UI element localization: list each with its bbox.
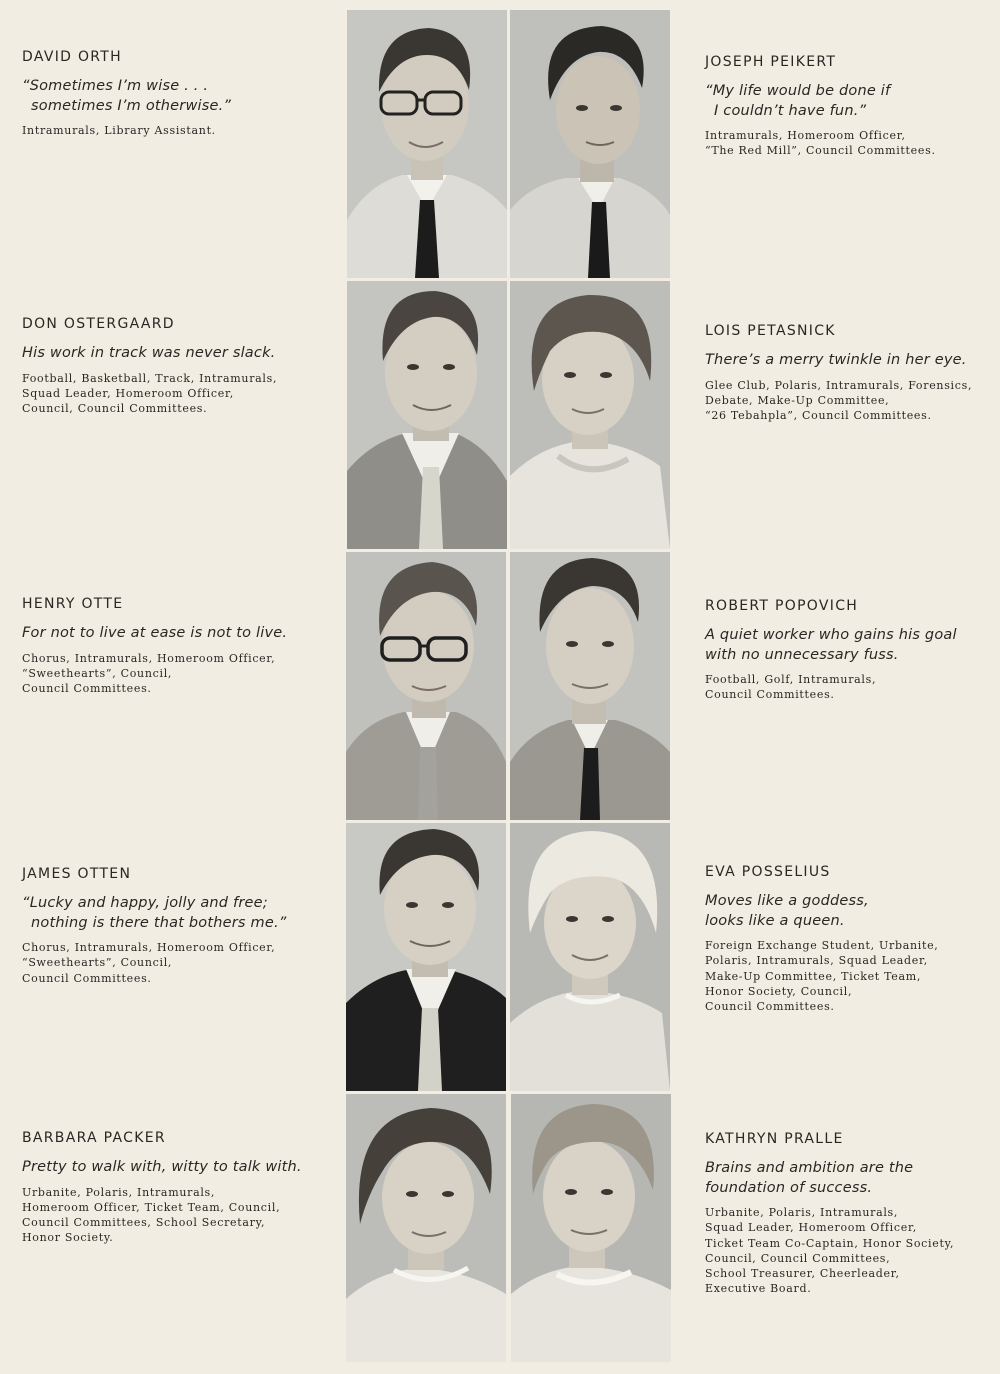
activities-line: “Sweethearts”, Council, <box>22 666 173 680</box>
senior-quote <box>22 624 322 644</box>
portrait-male <box>510 552 670 820</box>
senior-entry <box>705 323 995 423</box>
senior-quote <box>705 82 995 121</box>
portrait-photo <box>511 1094 671 1362</box>
portrait-photo <box>510 552 670 820</box>
portrait-male-glasses <box>347 10 507 278</box>
activities-line: Urbanite, Polaris, Intramurals, <box>22 1185 216 1199</box>
portrait-photo <box>346 823 506 1091</box>
quote-line: I couldn’t have fun.” <box>714 102 867 119</box>
activities-line: Football, Golf, Intramurals, <box>705 673 877 686</box>
senior-entry <box>705 1131 995 1297</box>
senior-entry <box>22 316 322 416</box>
activities-line: Polaris, Intramurals, Squad Leader, <box>705 954 928 968</box>
quote-line: “Lucky and happy, jolly and free; <box>22 895 268 911</box>
portrait-photo <box>510 281 670 549</box>
activities-line: School Treasurer, Cheerleader, <box>705 1267 900 1281</box>
quote-line: Moves like a goddess, <box>705 893 869 909</box>
activities-line: Executive Board. <box>705 1282 812 1296</box>
activities-list <box>705 378 995 424</box>
senior-entry <box>22 596 322 696</box>
portrait-photo <box>346 552 506 820</box>
senior-entry <box>705 598 995 703</box>
senior-entry <box>22 1130 322 1246</box>
portrait-photo <box>510 10 670 278</box>
activities-line: Council Committees. <box>705 688 835 702</box>
activities-line: Council Committees. <box>22 682 152 696</box>
activities-line: Intramurals, Homeroom Officer, <box>705 129 906 142</box>
student-name: JAMES OTTEN <box>22 866 132 882</box>
quote-line: His work in track was never slack. <box>22 345 276 361</box>
portrait-photo <box>347 10 507 278</box>
portrait-photo <box>510 823 670 1091</box>
activities-line: Honor Society. <box>22 1231 114 1245</box>
activities-line: Squad Leader, Homeroom Officer, <box>22 386 234 400</box>
portrait-female <box>511 1094 671 1362</box>
activities-line: Council Committees. <box>22 971 152 985</box>
activities-line: Urbanite, Polaris, Intramurals, <box>705 1206 899 1219</box>
activities-line: Honor Society, Council, <box>705 984 853 998</box>
student-name: DAVID ORTH <box>22 49 122 65</box>
activities-line: Council Committees. <box>705 1000 835 1014</box>
activities-line: Chorus, Intramurals, Homeroom Officer, <box>22 941 276 954</box>
activities-line: Ticket Team Co-Captain, Honor Society, <box>705 1236 955 1250</box>
quote-line: Pretty to walk with, witty to talk with. <box>22 1159 302 1175</box>
activities-line: “The Red Mill”, Council Committees. <box>705 144 936 158</box>
senior-quote <box>705 892 995 931</box>
quote-line: sometimes I’m otherwise.” <box>31 97 232 114</box>
quote-line: A quiet worker who gains his goal <box>705 627 957 643</box>
activities-list <box>22 1185 322 1246</box>
student-name: JOSEPH PEIKERT <box>705 54 837 70</box>
activities-list <box>705 938 995 1014</box>
portrait-male <box>510 10 670 278</box>
senior-entry <box>22 866 322 986</box>
senior-quote <box>22 1158 322 1178</box>
activities-list <box>22 940 322 986</box>
portrait-male <box>346 823 506 1091</box>
activities-line: Council Committees, School Secretary, <box>22 1216 266 1230</box>
senior-quote <box>22 344 322 364</box>
portrait-female <box>510 823 670 1091</box>
activities-list <box>705 128 995 159</box>
activities-line: Council, Council Committees. <box>22 402 208 416</box>
senior-entry <box>705 864 995 1014</box>
senior-quote <box>705 626 995 665</box>
activities-line: Football, Basketball, Track, Intramurals, <box>22 371 278 385</box>
portrait-photo <box>347 281 507 549</box>
portrait-female <box>346 1094 506 1362</box>
senior-quote <box>22 77 322 116</box>
senior-quote <box>22 894 322 933</box>
activities-line: Debate, Make-Up Committee, <box>705 393 890 407</box>
activities-list <box>22 371 322 417</box>
student-name: DON OSTERGAARD <box>22 316 175 332</box>
senior-quote <box>705 1159 995 1198</box>
senior-entry <box>22 49 322 138</box>
student-name: HENRY OTTE <box>22 596 124 612</box>
quote-line: looks like a queen. <box>705 912 845 929</box>
quote-line: with no unnecessary fuss. <box>705 646 899 663</box>
activities-line: Squad Leader, Homeroom Officer, <box>705 1221 917 1235</box>
portrait-male <box>347 281 507 549</box>
activities-line: Make-Up Committee, Ticket Team, <box>705 969 922 983</box>
quote-line: foundation of success. <box>705 1179 873 1196</box>
quote-line: “Sometimes I’m wise . . . <box>22 78 209 94</box>
quote-line: For not to live at ease is not to live. <box>22 625 288 641</box>
quote-line: nothing is there that bothers me.” <box>31 914 287 931</box>
activities-list <box>705 1205 995 1297</box>
activities-line: Homeroom Officer, Ticket Team, Council, <box>22 1200 281 1214</box>
activities-list <box>22 123 322 138</box>
activities-line: “Sweethearts”, Council, <box>22 956 173 970</box>
portrait-photo <box>346 1094 506 1362</box>
quote-line: There’s a merry twinkle in her eye. <box>705 352 967 368</box>
student-name: BARBARA PACKER <box>22 1130 166 1146</box>
activities-line: Chorus, Intramurals, Homeroom Officer, <box>22 651 276 665</box>
activities-list <box>705 672 995 703</box>
student-name: ROBERT POPOVICH <box>705 598 859 614</box>
activities-list <box>22 651 322 697</box>
senior-quote <box>705 351 995 371</box>
activities-line: Council, Council Committees, <box>705 1251 891 1265</box>
activities-line: Foreign Exchange Student, Urbanite, <box>705 939 939 952</box>
quote-line: Brains and ambition are the <box>705 1160 914 1176</box>
activities-line: “26 Tebahpla”, Council Committees. <box>705 409 932 423</box>
activities-line: Glee Club, Polaris, Intramurals, Forensics, <box>705 378 973 392</box>
portrait-female <box>510 281 670 549</box>
student-name: KATHRYN PRALLE <box>705 1131 844 1147</box>
student-name: EVA POSSELIUS <box>705 864 831 880</box>
activities-line: Intramurals, Library Assistant. <box>22 124 216 137</box>
senior-entry <box>705 54 995 159</box>
quote-line: “My life would be done if <box>705 83 891 99</box>
portrait-male-glasses <box>346 552 506 820</box>
student-name: LOIS PETASNICK <box>705 323 836 339</box>
